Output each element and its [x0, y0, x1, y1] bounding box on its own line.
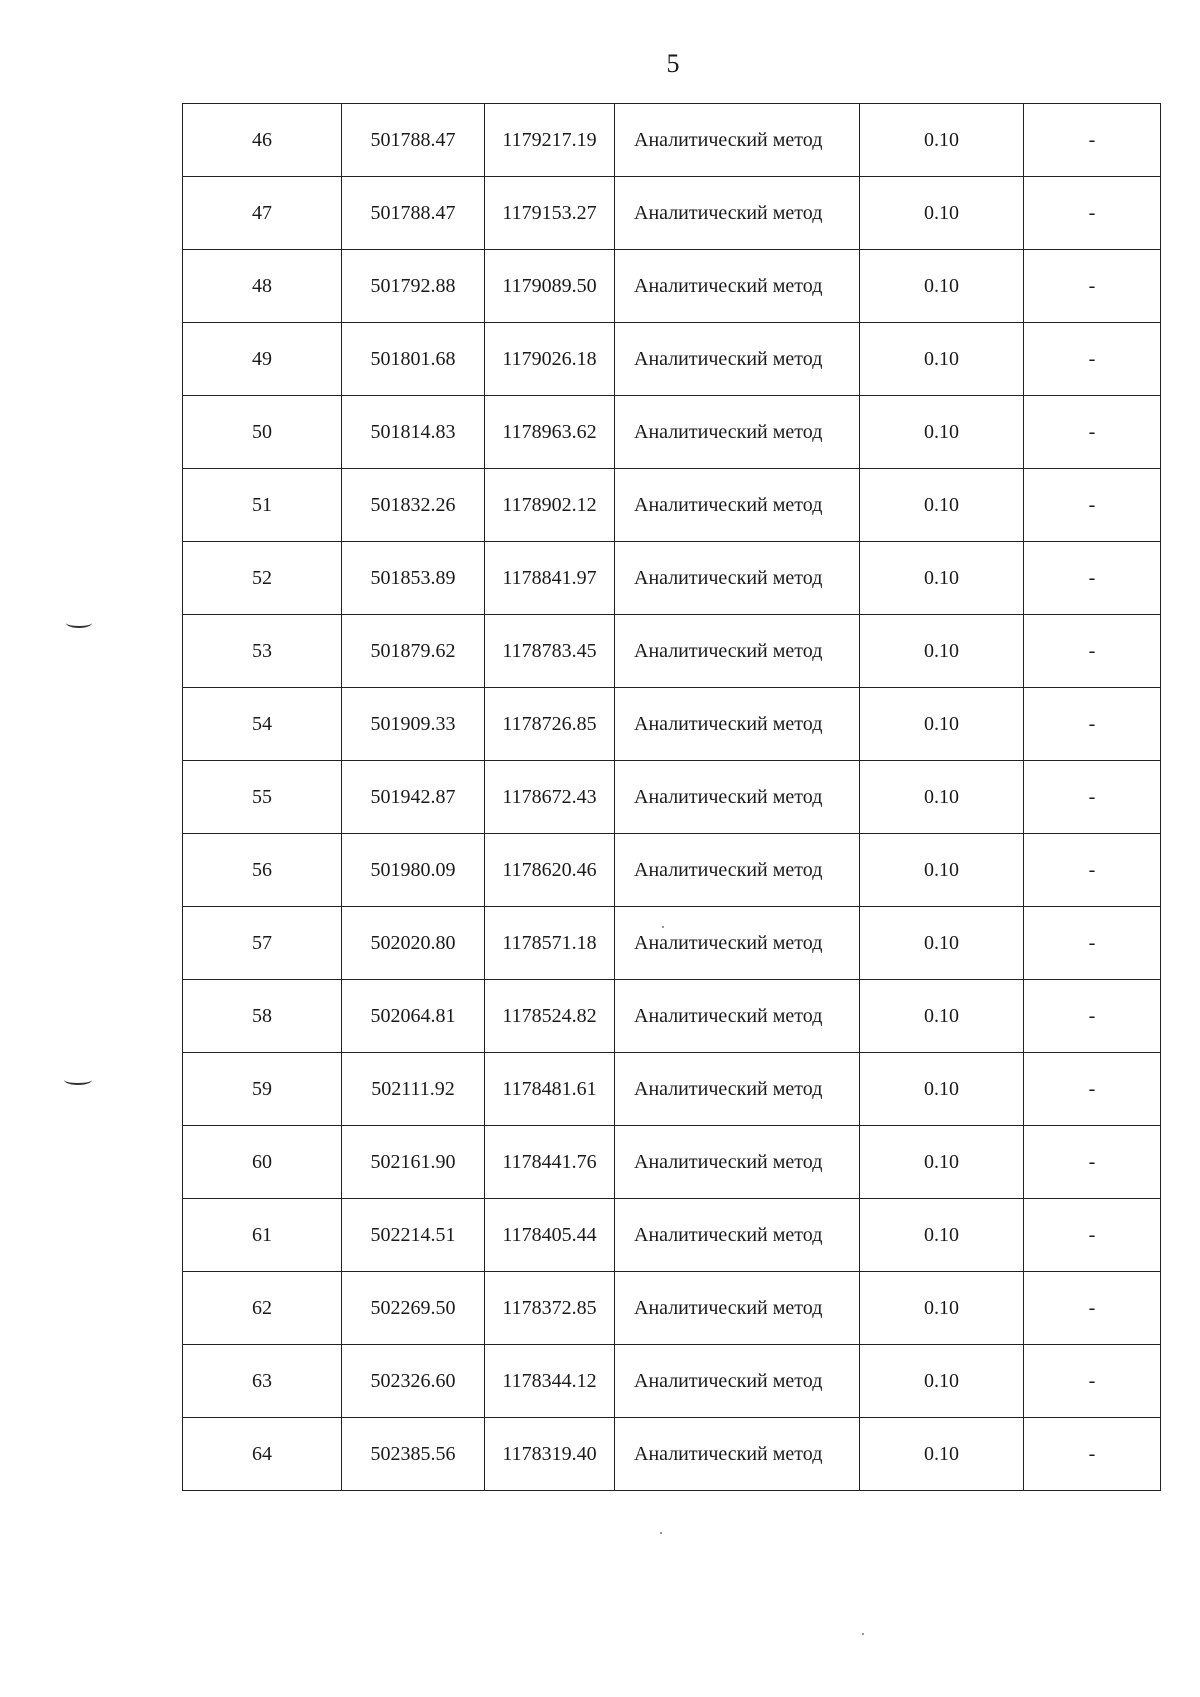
note-cell: - [1024, 1053, 1161, 1126]
note-cell: - [1024, 104, 1161, 177]
table-row [183, 104, 1161, 177]
accuracy-cell: 0.10 [860, 469, 1024, 542]
coordinate-y-cell: 1179217.19 [485, 104, 615, 177]
method-cell: Аналитический метод [615, 907, 860, 980]
coordinate-y-cell: 1178672.43 [485, 761, 615, 834]
point-number-cell: 59 [183, 1053, 342, 1126]
accuracy-cell: 0.10 [860, 104, 1024, 177]
method-cell: Аналитический метод [615, 177, 860, 250]
note-cell: - [1024, 907, 1161, 980]
method-cell: Аналитический метод [615, 1345, 860, 1418]
note-cell: - [1024, 980, 1161, 1053]
method-cell: Аналитический метод [615, 1126, 860, 1199]
point-number-cell: 57 [183, 907, 342, 980]
table-row [183, 250, 1161, 323]
note-cell: - [1024, 615, 1161, 688]
note-cell: - [1024, 323, 1161, 396]
coordinate-x-cell: 502385.56 [342, 1418, 485, 1491]
accuracy-cell: 0.10 [860, 177, 1024, 250]
coordinate-x-cell: 501792.88 [342, 250, 485, 323]
table-row [183, 469, 1161, 542]
note-cell: - [1024, 396, 1161, 469]
coordinate-x-cell: 502269.50 [342, 1272, 485, 1345]
coordinate-x-cell: 502111.92 [342, 1053, 485, 1126]
table-row [183, 907, 1161, 980]
note-cell: - [1024, 761, 1161, 834]
coordinate-x-cell: 501832.26 [342, 469, 485, 542]
point-number-cell: 50 [183, 396, 342, 469]
method-cell: Аналитический метод [615, 396, 860, 469]
method-cell: Аналитический метод [615, 1199, 860, 1272]
accuracy-cell: 0.10 [860, 250, 1024, 323]
coordinate-y-cell: 1178726.85 [485, 688, 615, 761]
table-row [183, 542, 1161, 615]
coordinate-y-cell: 1178783.45 [485, 615, 615, 688]
method-cell: Аналитический метод [615, 1053, 860, 1126]
method-cell: Аналитический метод [615, 542, 860, 615]
coordinate-x-cell: 502326.60 [342, 1345, 485, 1418]
table-row [183, 1199, 1161, 1272]
note-cell: - [1024, 1345, 1161, 1418]
point-number-cell: 47 [183, 177, 342, 250]
punch-hole-mark [64, 1075, 92, 1085]
accuracy-cell: 0.10 [860, 834, 1024, 907]
page-number: 5 [666, 49, 680, 78]
table-row [183, 1126, 1161, 1199]
point-number-cell: 53 [183, 615, 342, 688]
coordinate-x-cell: 502161.90 [342, 1126, 485, 1199]
accuracy-cell: 0.10 [860, 1272, 1024, 1345]
method-cell: Аналитический метод [615, 323, 860, 396]
point-number-cell: 48 [183, 250, 342, 323]
coordinate-y-cell: 1178524.82 [485, 980, 615, 1053]
method-cell: Аналитический метод [615, 834, 860, 907]
note-cell: - [1024, 469, 1161, 542]
note-cell: - [1024, 1418, 1161, 1491]
note-cell: - [1024, 177, 1161, 250]
point-number-cell: 55 [183, 761, 342, 834]
coordinate-y-cell: 1178372.85 [485, 1272, 615, 1345]
table-row [183, 1053, 1161, 1126]
coordinate-y-cell: 1178841.97 [485, 542, 615, 615]
coordinate-x-cell: 501788.47 [342, 177, 485, 250]
coordinate-x-cell: 501909.33 [342, 688, 485, 761]
coordinate-y-cell: 1178963.62 [485, 396, 615, 469]
table-row [183, 396, 1161, 469]
table-row [183, 1345, 1161, 1418]
note-cell: - [1024, 834, 1161, 907]
table-row [183, 323, 1161, 396]
accuracy-cell: 0.10 [860, 1418, 1024, 1491]
method-cell: Аналитический метод [615, 761, 860, 834]
note-cell: - [1024, 1126, 1161, 1199]
method-cell: Аналитический метод [615, 469, 860, 542]
coordinate-y-cell: 1179153.27 [485, 177, 615, 250]
coordinate-y-cell: 1179089.50 [485, 250, 615, 323]
table-row [183, 980, 1161, 1053]
accuracy-cell: 0.10 [860, 688, 1024, 761]
method-cell: Аналитический метод [615, 250, 860, 323]
coordinates-table-body [183, 104, 1161, 1491]
coordinate-y-cell: 1178571.18 [485, 907, 615, 980]
coordinate-y-cell: 1178441.76 [485, 1126, 615, 1199]
table-row [183, 1418, 1161, 1491]
table-row [183, 761, 1161, 834]
point-number-cell: 62 [183, 1272, 342, 1345]
note-cell: - [1024, 688, 1161, 761]
coordinate-x-cell: 501980.09 [342, 834, 485, 907]
coordinate-x-cell: 501853.89 [342, 542, 485, 615]
note-cell: - [1024, 1199, 1161, 1272]
coordinate-y-cell: 1178481.61 [485, 1053, 615, 1126]
point-number-cell: 52 [183, 542, 342, 615]
coordinate-x-cell: 501788.47 [342, 104, 485, 177]
coordinate-x-cell: 501814.83 [342, 396, 485, 469]
point-number-cell: 60 [183, 1126, 342, 1199]
coordinates-table-wrapper [182, 103, 1160, 1491]
accuracy-cell: 0.10 [860, 1053, 1024, 1126]
note-cell: - [1024, 542, 1161, 615]
coordinate-y-cell: 1179026.18 [485, 323, 615, 396]
scan-speck [660, 1532, 662, 1534]
accuracy-cell: 0.10 [860, 396, 1024, 469]
point-number-cell: 64 [183, 1418, 342, 1491]
coordinate-x-cell: 501879.62 [342, 615, 485, 688]
method-cell: Аналитический метод [615, 688, 860, 761]
accuracy-cell: 0.10 [860, 615, 1024, 688]
coordinate-x-cell: 502064.81 [342, 980, 485, 1053]
method-cell: Аналитический метод [615, 1272, 860, 1345]
accuracy-cell: 0.10 [860, 542, 1024, 615]
accuracy-cell: 0.10 [860, 1199, 1024, 1272]
table-row [183, 688, 1161, 761]
coordinate-y-cell: 1178902.12 [485, 469, 615, 542]
method-cell: Аналитический метод [615, 615, 860, 688]
note-cell: - [1024, 1272, 1161, 1345]
coordinate-y-cell: 1178620.46 [485, 834, 615, 907]
table-row [183, 1272, 1161, 1345]
point-number-cell: 54 [183, 688, 342, 761]
table-row [183, 615, 1161, 688]
coordinate-x-cell: 502020.80 [342, 907, 485, 980]
note-cell: - [1024, 250, 1161, 323]
punch-hole-mark [66, 618, 92, 628]
table-row [183, 834, 1161, 907]
accuracy-cell: 0.10 [860, 1345, 1024, 1418]
coordinate-x-cell: 502214.51 [342, 1199, 485, 1272]
coordinate-y-cell: 1178405.44 [485, 1199, 615, 1272]
accuracy-cell: 0.10 [860, 907, 1024, 980]
method-cell: Аналитический метод [615, 1418, 860, 1491]
point-number-cell: 49 [183, 323, 342, 396]
method-cell: Аналитический метод [615, 980, 860, 1053]
accuracy-cell: 0.10 [860, 1126, 1024, 1199]
coordinate-y-cell: 1178344.12 [485, 1345, 615, 1418]
accuracy-cell: 0.10 [860, 323, 1024, 396]
coordinate-x-cell: 501942.87 [342, 761, 485, 834]
point-number-cell: 63 [183, 1345, 342, 1418]
table-row [183, 177, 1161, 250]
point-number-cell: 56 [183, 834, 342, 907]
accuracy-cell: 0.10 [860, 980, 1024, 1053]
method-cell: Аналитический метод [615, 104, 860, 177]
coordinate-x-cell: 501801.68 [342, 323, 485, 396]
scan-speck [862, 1633, 864, 1635]
point-number-cell: 58 [183, 980, 342, 1053]
accuracy-cell: 0.10 [860, 761, 1024, 834]
coordinate-y-cell: 1178319.40 [485, 1418, 615, 1491]
point-number-cell: 61 [183, 1199, 342, 1272]
point-number-cell: 51 [183, 469, 342, 542]
point-number-cell: 46 [183, 104, 342, 177]
coordinates-table [182, 103, 1161, 1491]
